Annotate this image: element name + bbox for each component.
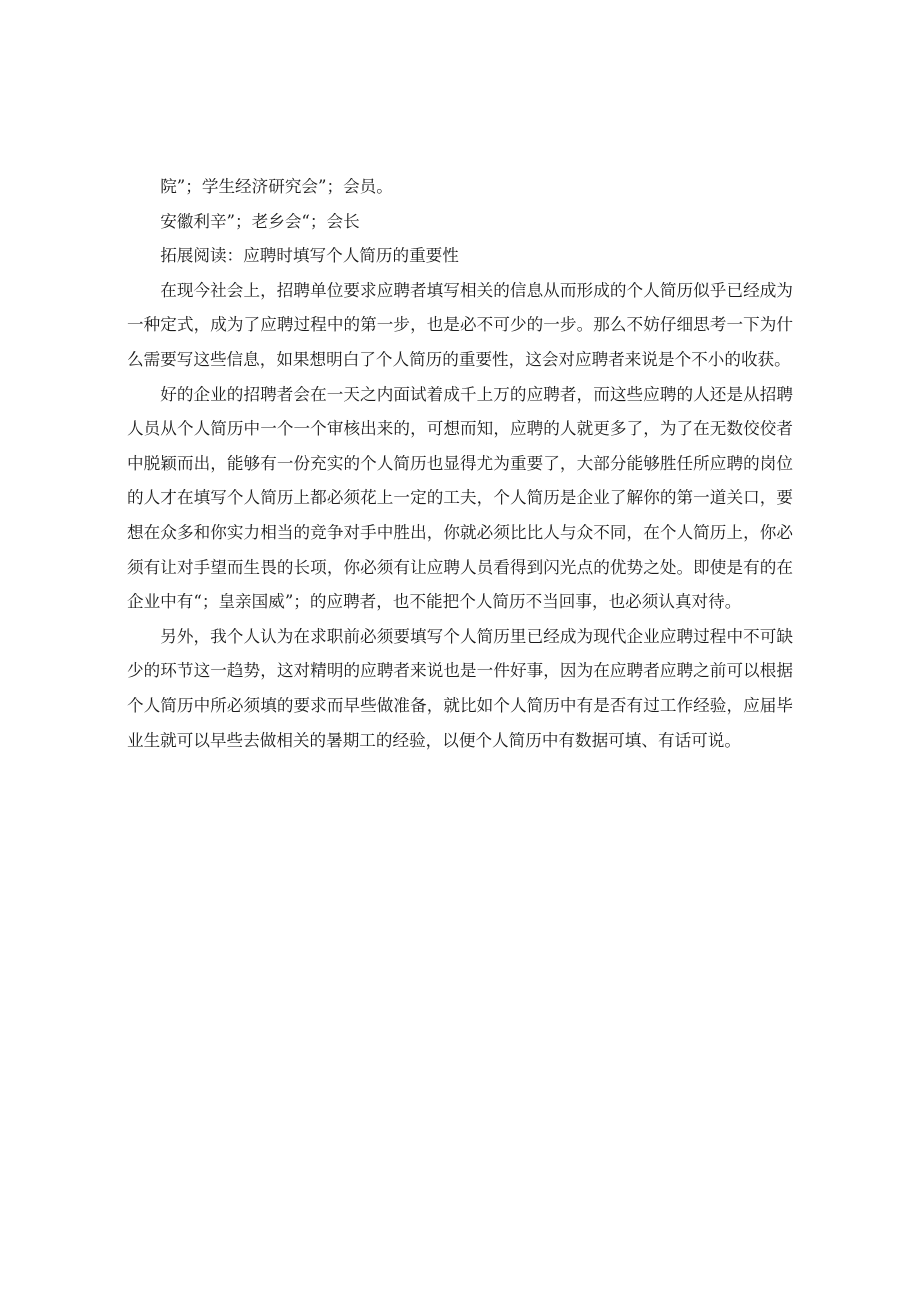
paragraph-2: 好的企业的招聘者会在一天之内面试着成千上万的应聘者，而这些应聘的人还是从招聘人员从个人简历中一个一个审核出来的，可想而知，应聘的人就更多了，为了在无数佼佼者中脱颖而出，能够有一份充实的个人简历也显得尤为重要了，大部分能够胜任所应聘的岗位的人才在填写个人简历上都必须花上一定的工夫，个人简历是企业了解你的第一道关口，要想在众多和你实力相当的竞争对手中胜出，你就必须比比人与众不同，在个人简历上，你必须有让对手望而生畏的长项，你必须有让应聘人员看得到闪光点的优势之处。即使是有的在企业中有“；皇亲国威”；的应聘者，也不能把个人简历不当回事，也必须认真对待。 — [127, 384, 793, 612]
paragraph-3: 另外，我个人认为在求职前必须要填写个人简历里已经成为现代企业应聘过程中不可缺少的环节这一趋势，这对精明的应聘者来说也是一件好事，因为在应聘者应聘之前可以根据个人简历中所必须填的要求而早些做准备，就比如个人简历中有是否有过工作经验，应届毕业生就可以早些去做相关的暑期工的经验，以便个人简历中有数据可填、有话可说。 — [127, 626, 793, 750]
document-body — [127, 170, 793, 758]
text-line-hometown: 安徽利辛”；老乡会“；会长 — [160, 211, 360, 231]
extended-reading-title: 拓展阅读：应聘时填写个人简历的重要性 — [160, 246, 459, 266]
text-line-college: 院”；学生经济研究会”；会员。 — [160, 177, 393, 196]
paragraph-1: 在现今社会上，招聘单位要求应聘者填写相关的信息从而形成的个人简历似乎已经成为一种定式，成为了应聘过程中的第一步，也是必不可少的一步。那么不妨仔细思考一下为什么需要写这些信息，如果想明白了个人简历的重要性，这会对应聘者来说是个不小的收获。 — [127, 280, 793, 369]
